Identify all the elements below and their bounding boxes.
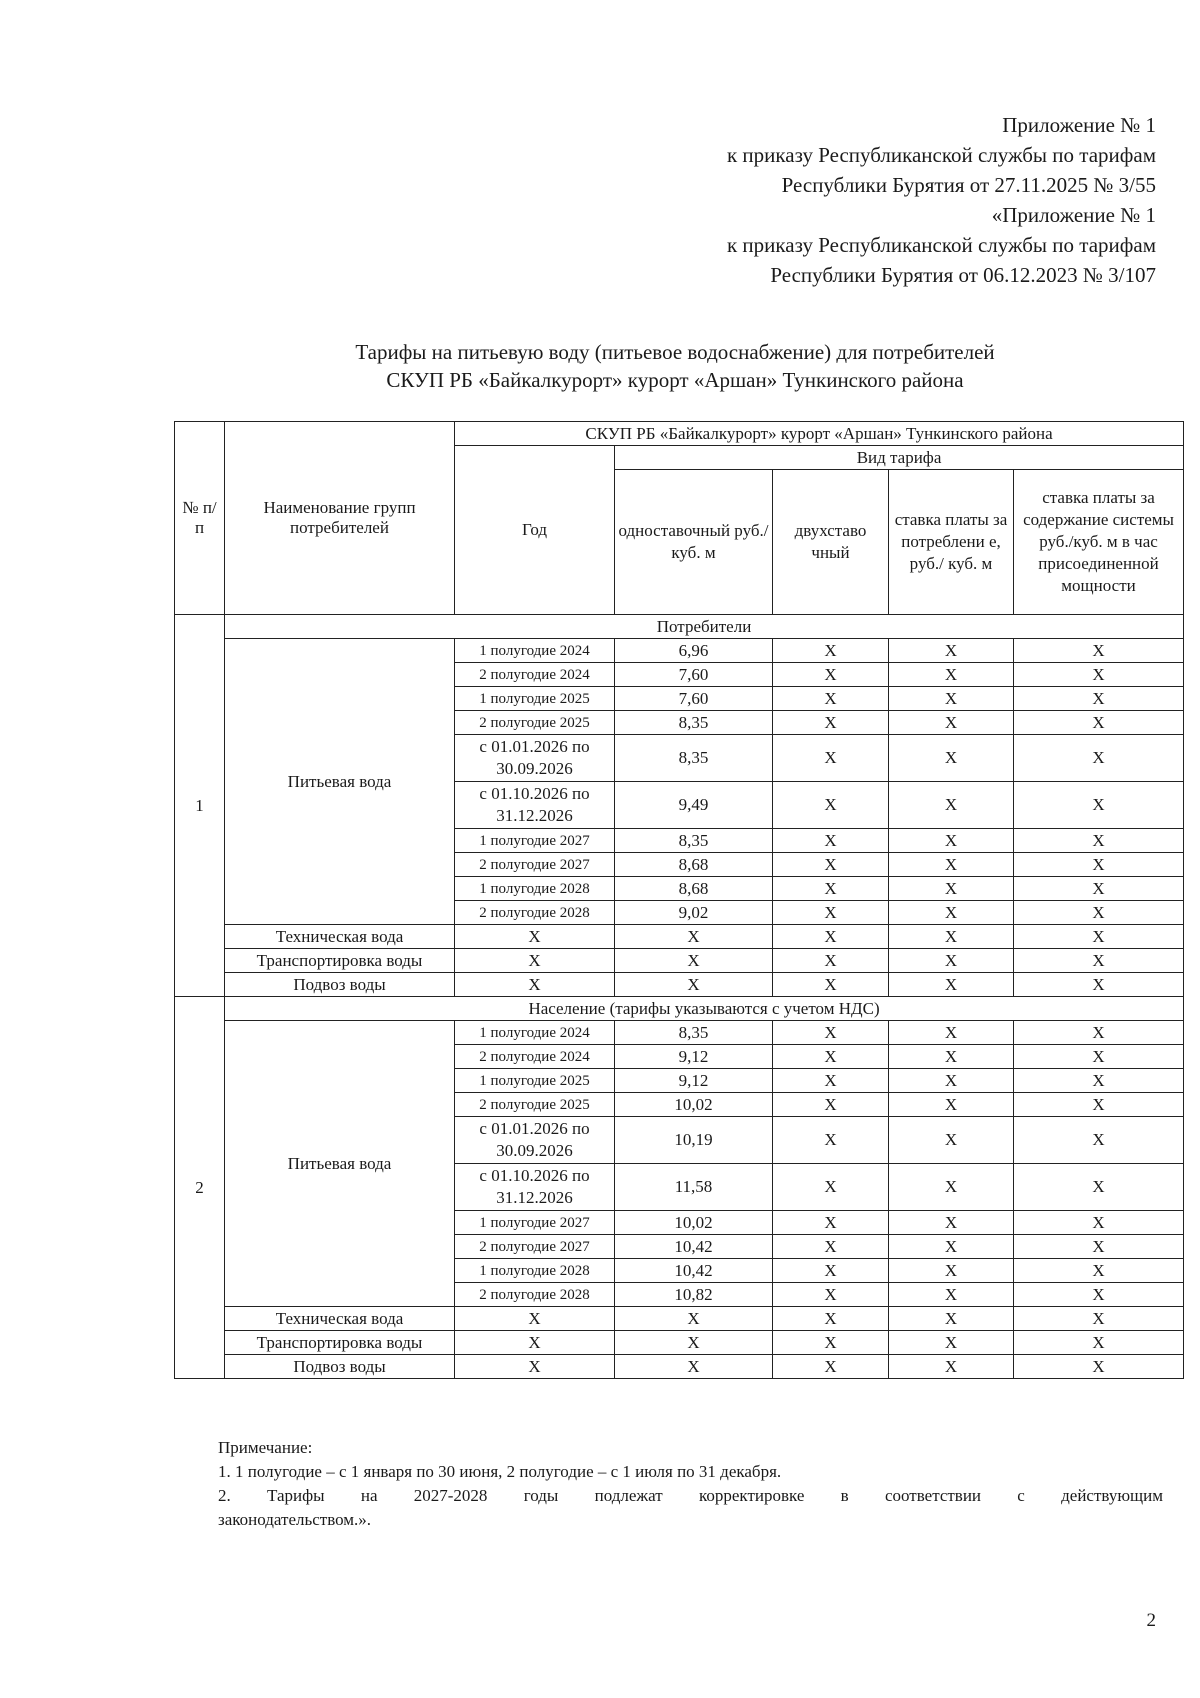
consumption-rate-value: Х [889,1093,1014,1117]
consumption-rate-value: Х [889,1331,1014,1355]
two-rate-value: Х [773,1045,889,1069]
maintenance-rate-value: Х [1014,877,1184,901]
table-row [175,973,1184,997]
maintenance-rate-value: Х [1014,1211,1184,1235]
group-name: Техническая вода [225,925,455,949]
single-rate-value: 9,02 [615,901,773,925]
maintenance-rate-value: Х [1014,925,1184,949]
maintenance-rate-value: Х [1014,1283,1184,1307]
period-cell: 1 полугодие 2024 [455,1021,615,1045]
maintenance-rate-value: Х [1014,1235,1184,1259]
single-rate-value: 10,02 [615,1093,773,1117]
period-cell: 2 полугодие 2027 [455,853,615,877]
maintenance-rate-value: Х [1014,735,1184,782]
consumption-rate-value: Х [889,687,1014,711]
single-rate-value: 9,49 [615,782,773,829]
single-rate-value: 8,35 [615,829,773,853]
consumption-rate-value: Х [889,711,1014,735]
maintenance-rate-value: Х [1014,1045,1184,1069]
single-rate-value: Х [615,1331,773,1355]
two-rate-value: Х [773,782,889,829]
single-rate-value: 10,42 [615,1259,773,1283]
header-line: Республики Бурятия от 27.11.2025 № 3/55 [781,173,1156,197]
tariff-table [174,421,1184,1379]
period-cell: с 01.10.2026 по 31.12.2026 [455,1164,615,1211]
year-value: Х [455,949,615,973]
maintenance-rate-value: Х [1014,949,1184,973]
single-rate-value: 10,19 [615,1117,773,1164]
single-rate-value: 10,82 [615,1283,773,1307]
table-row [175,925,1184,949]
table-row [175,1021,1184,1045]
maintenance-rate-value: Х [1014,1069,1184,1093]
section-row [175,997,1184,1021]
consumption-rate-value: Х [889,1045,1014,1069]
period-cell: 2 полугодие 2028 [455,901,615,925]
single-rate-value: 8,35 [615,735,773,782]
two-rate-value: Х [773,1021,889,1045]
single-rate-value: 8,35 [615,1021,773,1045]
table-row [175,1355,1184,1379]
year-value: Х [455,1355,615,1379]
two-rate-value: Х [773,639,889,663]
appendix-header [556,110,1156,290]
consumption-rate-value: Х [889,1307,1014,1331]
col-header-two-rate: двухставо чный [773,470,889,615]
group-name-drinking-water: Питьевая вода [225,1021,455,1307]
consumption-rate-value: Х [889,1069,1014,1093]
consumption-rate-value: Х [889,925,1014,949]
consumption-rate-value: Х [889,1259,1014,1283]
two-rate-value: Х [773,877,889,901]
maintenance-rate-value: Х [1014,1021,1184,1045]
period-cell: 1 полугодие 2028 [455,1259,615,1283]
document-title [160,338,1190,394]
two-rate-value: Х [773,1093,889,1117]
title-line: СКУП РБ «Байкалкурорт» курорт «Аршан» Тункинского района [386,368,964,392]
two-rate-value: Х [773,1235,889,1259]
single-rate-value: 8,68 [615,853,773,877]
consumption-rate-value: Х [889,1164,1014,1211]
col-header-maintenance-rate: ставка платы за содержание системы руб./куб. м в час присоединенной мощности [1014,470,1184,615]
single-rate-value: 9,12 [615,1069,773,1093]
period-cell: 2 полугодие 2028 [455,1283,615,1307]
section-title: Потребители [225,615,1184,639]
col-header-company: СКУП РБ «Байкалкурорт» курорт «Аршан» Тункинского района [455,422,1184,446]
single-rate-value: 10,42 [615,1235,773,1259]
consumption-rate-value: Х [889,735,1014,782]
consumption-rate-value: Х [889,829,1014,853]
consumption-rate-value: Х [889,1117,1014,1164]
two-rate-value: Х [773,1211,889,1235]
single-rate-value: 8,35 [615,711,773,735]
consumption-rate-value: Х [889,949,1014,973]
period-cell: 2 полугодие 2025 [455,1093,615,1117]
two-rate-value: Х [773,687,889,711]
group-name: Подвоз воды [225,973,455,997]
period-cell: 1 полугодие 2027 [455,1211,615,1235]
two-rate-value: Х [773,1355,889,1379]
single-rate-value: 6,96 [615,639,773,663]
two-rate-value: Х [773,735,889,782]
period-cell: с 01.01.2026 по 30.09.2026 [455,1117,615,1164]
col-header-group: Наименование групп потребителей [225,422,455,615]
maintenance-rate-value: Х [1014,973,1184,997]
consumption-rate-value: Х [889,877,1014,901]
single-rate-value: 7,60 [615,687,773,711]
two-rate-value: Х [773,1307,889,1331]
two-rate-value: Х [773,1259,889,1283]
period-cell: 2 полугодие 2024 [455,663,615,687]
maintenance-rate-value: Х [1014,1331,1184,1355]
note-2-continued: законодательством.». [218,1510,372,1529]
single-rate-value: 11,58 [615,1164,773,1211]
maintenance-rate-value: Х [1014,663,1184,687]
consumption-rate-value: Х [889,973,1014,997]
two-rate-value: Х [773,829,889,853]
maintenance-rate-value: Х [1014,853,1184,877]
year-value: Х [455,1307,615,1331]
group-name: Транспортировка воды [225,1331,455,1355]
notes [218,1436,1163,1532]
single-rate-value: 7,60 [615,663,773,687]
single-rate-value: Х [615,949,773,973]
two-rate-value: Х [773,1164,889,1211]
consumption-rate-value: Х [889,1211,1014,1235]
consumption-rate-value: Х [889,639,1014,663]
section-row [175,615,1184,639]
note-1: 1. 1 полугодие – с 1 января по 30 июня, 2 полугодие – с 1 июля по 31 декабря. [218,1462,782,1481]
period-cell: с 01.01.2026 по 30.09.2026 [455,735,615,782]
maintenance-rate-value: Х [1014,901,1184,925]
maintenance-rate-value: Х [1014,687,1184,711]
year-value: Х [455,973,615,997]
header-line: к приказу Республиканской службы по тарифам [726,143,1156,167]
col-header-tariff-type: Вид тарифа [615,446,1184,470]
group-name: Подвоз воды [225,1355,455,1379]
header-line: Приложение № 1 [1002,113,1156,137]
col-header-year: Год [455,446,615,615]
two-rate-value: Х [773,1117,889,1164]
header-line: «Приложение № 1 [991,203,1156,227]
two-rate-value: Х [773,1283,889,1307]
period-cell: 1 полугодие 2024 [455,639,615,663]
single-rate-value: Х [615,925,773,949]
period-cell: 1 полугодие 2025 [455,687,615,711]
maintenance-rate-value: Х [1014,829,1184,853]
two-rate-value: Х [773,663,889,687]
maintenance-rate-value: Х [1014,1307,1184,1331]
table-row [175,639,1184,663]
page-number: 2 [1146,1610,1156,1631]
table-row [175,949,1184,973]
maintenance-rate-value: Х [1014,711,1184,735]
period-cell: 1 полугодие 2028 [455,877,615,901]
section-number: 1 [175,615,225,997]
two-rate-value: Х [773,949,889,973]
maintenance-rate-value: Х [1014,1164,1184,1211]
year-value: Х [455,925,615,949]
table-row [175,1307,1184,1331]
two-rate-value: Х [773,973,889,997]
col-header-single-rate: одноставочный руб./ куб. м [615,470,773,615]
period-cell: 2 полугодие 2024 [455,1045,615,1069]
consumption-rate-value: Х [889,782,1014,829]
maintenance-rate-value: Х [1014,1117,1184,1164]
section-number: 2 [175,997,225,1379]
two-rate-value: Х [773,711,889,735]
consumption-rate-value: Х [889,1283,1014,1307]
two-rate-value: Х [773,853,889,877]
section-title: Население (тарифы указываются с учетом НДС) [225,997,1184,1021]
maintenance-rate-value: Х [1014,1259,1184,1283]
col-header-num: № п/п [175,422,225,615]
two-rate-value: Х [773,925,889,949]
single-rate-value: 10,02 [615,1211,773,1235]
consumption-rate-value: Х [889,853,1014,877]
two-rate-value: Х [773,901,889,925]
group-name-drinking-water: Питьевая вода [225,639,455,925]
single-rate-value: Х [615,973,773,997]
maintenance-rate-value: Х [1014,782,1184,829]
consumption-rate-value: Х [889,1021,1014,1045]
maintenance-rate-value: Х [1014,1093,1184,1117]
single-rate-value: Х [615,1307,773,1331]
single-rate-value: Х [615,1355,773,1379]
consumption-rate-value: Х [889,1355,1014,1379]
note-2: 2. Тарифы на 2027-2028 годы подлежат корректировке в соответствии с действующим [218,1486,1163,1505]
header-line: к приказу Республиканской службы по тарифам [726,233,1156,257]
period-cell: 2 полугодие 2027 [455,1235,615,1259]
period-cell: 2 полугодие 2025 [455,711,615,735]
notes-heading: Примечание: [218,1438,313,1457]
period-cell: 1 полугодие 2025 [455,1069,615,1093]
group-name: Техническая вода [225,1307,455,1331]
two-rate-value: Х [773,1069,889,1093]
period-cell: 1 полугодие 2027 [455,829,615,853]
maintenance-rate-value: Х [1014,1355,1184,1379]
table-row [175,1331,1184,1355]
single-rate-value: 8,68 [615,877,773,901]
period-cell: с 01.10.2026 по 31.12.2026 [455,782,615,829]
consumption-rate-value: Х [889,1235,1014,1259]
consumption-rate-value: Х [889,901,1014,925]
maintenance-rate-value: Х [1014,639,1184,663]
group-name: Транспортировка воды [225,949,455,973]
col-header-consumption-rate: ставка платы за потреблени е, руб./ куб. м [889,470,1014,615]
year-value: Х [455,1331,615,1355]
single-rate-value: 9,12 [615,1045,773,1069]
title-line: Тарифы на питьевую воду (питьевое водоснабжение) для потребителей [355,340,995,364]
consumption-rate-value: Х [889,663,1014,687]
two-rate-value: Х [773,1331,889,1355]
header-line: Республики Бурятия от 06.12.2023 № 3/107 [770,263,1156,287]
